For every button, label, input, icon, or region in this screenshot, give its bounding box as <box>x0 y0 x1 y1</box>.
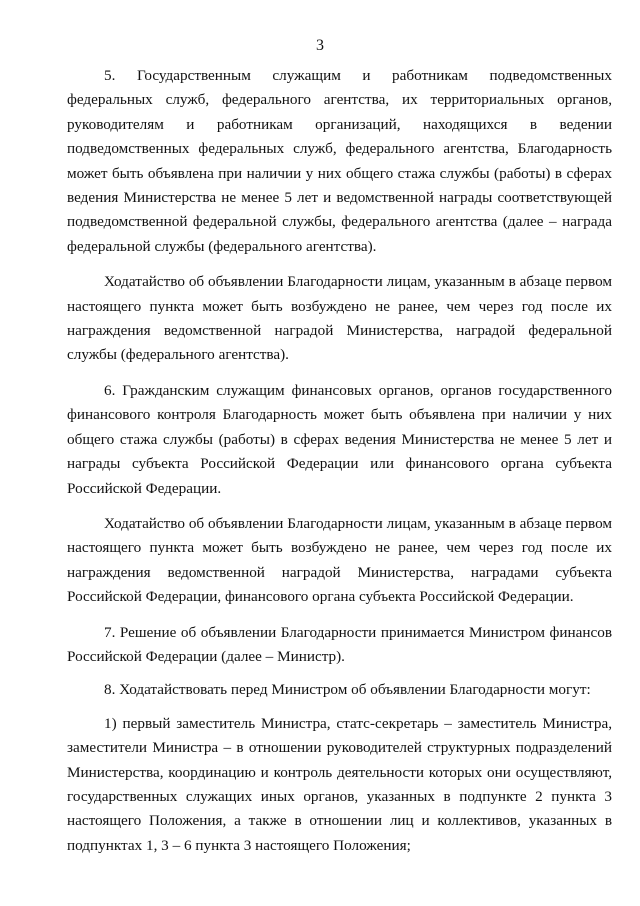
page-number: 3 <box>316 37 324 54</box>
paragraph-5: 5. Государственным служащим и работникам подведомственных федеральных служб, федерального агентства, их территориальных органов, руководителям и работникам организаций, находящихся в ведении подведомственных федеральных служб, федерального агентства, Благодарность может быть объявлена при наличии у них общего стажа службы (работы) в сферах ведения Министерства не менее 5 лет и ведомственной награды соответствующей подведомственной федеральной службы, федерального агентства (далее – награда федеральной службы (федерального агентства). <box>67 67 612 255</box>
paragraph-6: 6. Гражданским служащим финансовых органов, органов государственного финансового контроля Благодарность может быть объявлена при наличии у них общего стажа службы (работы) в сферах ведения Министерства не менее 5 лет и награды субъекта Российской Федерации или финансового органа субъекта Российской Федерации. <box>67 381 612 497</box>
paragraph-5-petition: Ходатайство об объявлении Благодарности лицам, указанным в абзаце первом настоящего пункта может быть возбуждено не ранее, чем через год после их награждения ведомственной наградой Министерства, наградой федеральной службы (федерального агентства). <box>67 273 612 364</box>
paragraph-6-petition: Ходатайство об объявлении Благодарности лицам, указанным в абзаце первом настоящего пункта может быть возбуждено не ранее, чем через год после их награждения ведомственной наградой Министерства, наградами субъекта Российской Федерации, финансового органа субъекта Российской Федерации. <box>67 514 612 606</box>
paragraph-8-item-1: 1) первый заместитель Министра, статс-секретарь – заместитель Министра, заместители Министра – в отношении руководителей структурных подразделений Министерства, координацию и контроль деятельности которых они осуществляют, государственных служащих иных органов, указанных в подпункте 2 пункта 3 настоящего Положения, а также в отношении лиц и коллективов, указанных в подпунктах 1, 3 – 6 пункта 3 настоящего Положения; <box>67 714 612 854</box>
paragraph-7: 7. Решение об объявлении Благодарности принимается Министром финансов Российской Федерации (далее – Министр). <box>67 623 612 665</box>
paragraph-8: 8. Ходатайствовать перед Министром об объявлении Благодарности могут: <box>104 681 591 699</box>
document-body <box>67 64 612 869</box>
